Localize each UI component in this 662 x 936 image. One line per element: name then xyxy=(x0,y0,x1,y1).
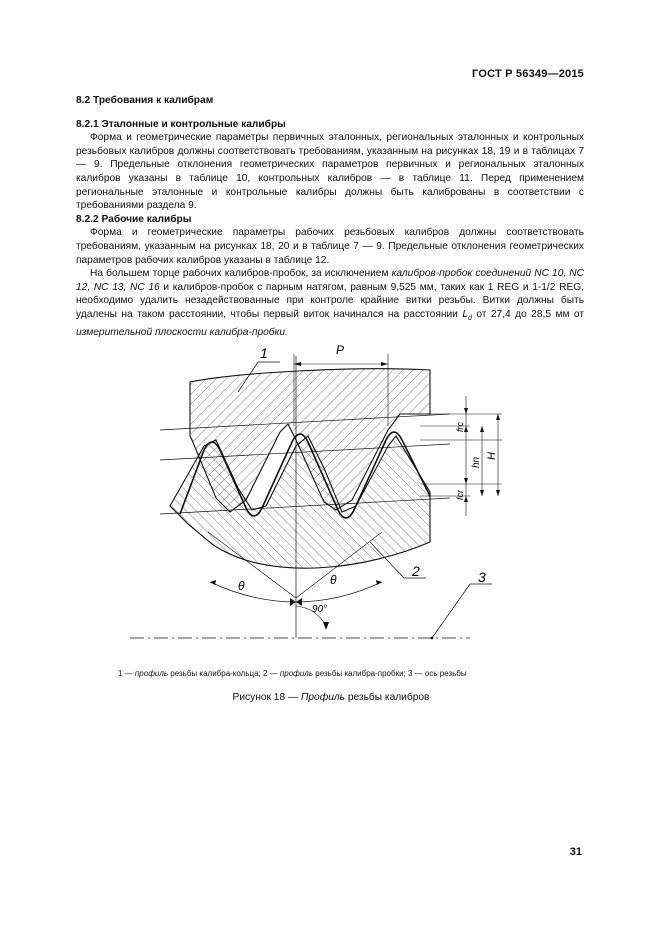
thread-profile-figure xyxy=(120,336,520,648)
p2-text-c: и калибров-пробок с парным натягом, равным 9,525 мм, таких как 1 REG и 1-1/2 REG, необходимо удалить незадействованные при контроле крайние витки резьбы. Витки должны быть удалены на таком расстоянии, чтобы первый виток начинался на расстоянии xyxy=(76,281,584,320)
figure-legend xyxy=(118,669,548,678)
section-8-2-title: 8.2 Требования к калибрам xyxy=(76,95,214,106)
caption-italic-b: Профиль xyxy=(300,692,345,703)
legend-part-a: 1 — xyxy=(118,669,135,678)
section-8-2-2-paragraph-1: Форма и геометрические параметры рабочих резьбовых калибров должны соответствовать требованиям, указанным на рисунках 18, 20 и в таблице 7 — 9. Предельные отклонения геометрических параметров рабочих калибров указаны в таблице 12. xyxy=(76,227,584,266)
section-8-2-1-paragraph: Форма и геометрические параметры первичных эталонных, региональных эталонных и контрольных резьбовых калибров должны соответствовать требованиям, указанным на рисунках 18, 19 и в таблицах 7 — 9. Предельные отклонения геометрических параметров первичных и региональных эталонных калибров указаны в таблице 10, контрольных калибров — в таблице 11. Перед применением региональные эталонные и контрольные калибры должны быть калиброваны в соответствии с требованиями раздела 9. xyxy=(76,132,584,212)
theta-label-right: θ xyxy=(330,573,337,587)
p2-text-a: На большем торце рабочих калибров-пробок, за исключением xyxy=(90,268,392,280)
theta-label-left: θ xyxy=(238,579,245,593)
figure-caption xyxy=(0,692,662,703)
page-number: 31 xyxy=(569,846,582,858)
section-8-2-1-title: 8.2.1 Эталонные и контрольные калибры xyxy=(76,118,286,130)
callout-3: 3 xyxy=(478,569,486,585)
callout-1: 1 xyxy=(260,345,268,361)
caption-part-a: Рисунок 18 — xyxy=(232,692,301,703)
caption-part-c: резьбы калибров xyxy=(344,692,430,703)
p2-symbol-subscript: d xyxy=(467,314,472,322)
legend-italic-d: профиль xyxy=(279,669,314,678)
dim-label-fcr: fcr xyxy=(455,490,465,500)
dim-label-frc: frc xyxy=(455,422,465,432)
p2-text-f: от 27,4 до 28,5 мм от xyxy=(471,308,584,320)
section-8-2-2-paragraph-2 xyxy=(76,267,584,339)
callout-2: 2 xyxy=(412,563,420,579)
legend-italic-b: профиль xyxy=(134,669,169,678)
legend-part-e: резьбы калибра-пробки; 3 — ось резьбы xyxy=(313,669,467,678)
body-text xyxy=(76,94,584,339)
pitch-label: P xyxy=(335,343,345,357)
dim-label-hn: hn xyxy=(471,456,482,468)
legend-part-c: резьбы калибра-кольца; 2 — xyxy=(168,669,280,678)
document-code-header: ГОСТ Р 56349—2015 xyxy=(472,68,584,80)
dim-label-H: H xyxy=(486,452,498,460)
section-8-2-2-title: 8.2.2 Рабочие калибры xyxy=(76,213,192,225)
p2-text-italic-g: измерительной плоскости калибра-пробки. xyxy=(76,326,288,338)
p2-symbol-L: L xyxy=(462,308,468,320)
p2-text-italic-b: калибров-пробок соединений NC 10, NC 12, NC 13, NC 16 xyxy=(76,268,584,293)
plug-gauge-section xyxy=(170,436,430,568)
right-angle-label: 90° xyxy=(312,604,328,615)
